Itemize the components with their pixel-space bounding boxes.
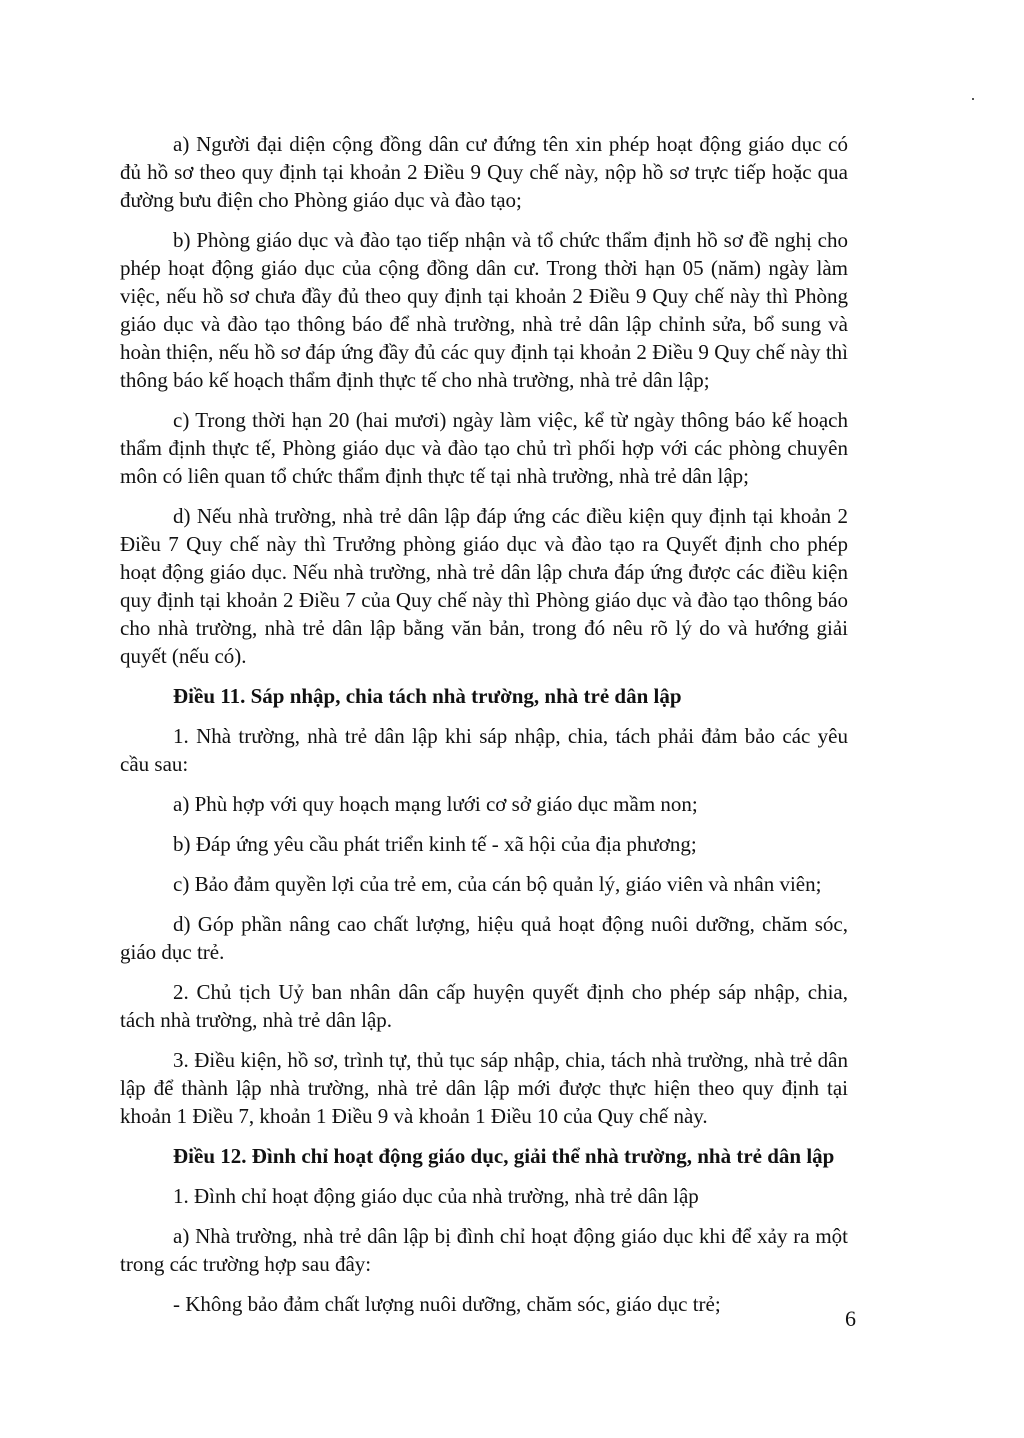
article-12-clause-1a: a) Nhà trường, nhà trẻ dân lập bị đình chỉ hoạt động giáo dục khi để xảy ra một trong các trường hợp sau đây: — [120, 1224, 848, 1276]
paragraph-b-review: b) Phòng giáo dục và đào tạo tiếp nhận và tổ chức thẩm định hồ sơ đề nghị cho phép hoạt động giáo dục của cộng đồng dân cư. Trong thời hạn 05 (năm) ngày làm việc, nếu hồ sơ chưa đầy đủ theo quy định tại khoản 2 Điều 9 Quy chế này thì Phòng giáo dục và đào tạo thông báo để nhà trường, nhà trẻ dân lập chỉnh sửa, bổ sung và hoàn thiện, nếu hồ sơ đáp ứng đầy đủ các quy định tại khoản 2 Điều 9 Quy chế này thì thông báo kế hoạch thẩm định thực tế cho nhà trường, nhà trẻ dân lập; — [120, 228, 848, 392]
article-11-heading: Điều 11. Sáp nhập, chia tách nhà trường, nhà trẻ dân lập — [173, 684, 682, 708]
article-11-clause-1a: a) Phù hợp với quy hoạch mạng lưới cơ sở giáo dục mầm non; — [173, 792, 698, 816]
article-11-clause-1c: c) Bảo đảm quyền lợi của trẻ em, của cán bộ quản lý, giáo viên và nhân viên; — [173, 872, 822, 896]
document-body — [120, 130, 848, 1330]
article-12-bullet-1: - Không bảo đảm chất lượng nuôi dưỡng, chăm sóc, giáo dục trẻ; — [173, 1292, 721, 1316]
article-11-clause-1b: b) Đáp ứng yêu cầu phát triển kinh tế - xã hội của địa phương; — [173, 832, 697, 856]
page-number: 6 — [845, 1306, 856, 1331]
article-11-clause-2: 2. Chủ tịch Uỷ ban nhân dân cấp huyện quyết định cho phép sáp nhập, chia, tách nhà trường, nhà trẻ dân lập. — [120, 980, 848, 1032]
article-12-clause-1: 1. Đình chỉ hoạt động giáo dục của nhà trường, nhà trẻ dân lập — [173, 1184, 699, 1208]
article-11-clause-1: 1. Nhà trường, nhà trẻ dân lập khi sáp nhập, chia, tách phải đảm bảo các yêu cầu sau: — [120, 724, 848, 776]
article-11-clause-3: 3. Điều kiện, hồ sơ, trình tự, thủ tục sáp nhập, chia, tách nhà trường, nhà trẻ dân lập để thành lập nhà trường, nhà trẻ dân lập mới được thực hiện theo quy định tại khoản 1 Điều 7, khoản 1 Điều 9 và khoản 1 Điều 10 của Quy chế này. — [120, 1048, 848, 1128]
paragraph-a-submit: a) Người đại diện cộng đồng dân cư đứng tên xin phép hoạt động giáo dục có đủ hồ sơ theo quy định tại khoản 2 Điều 9 Quy chế này, nộp hồ sơ trực tiếp hoặc qua đường bưu điện cho Phòng giáo dục và đào tạo; — [120, 132, 848, 212]
article-12-heading: Điều 12. Đình chỉ hoạt động giáo dục, giải thể nhà trường, nhà trẻ dân lập — [173, 1144, 835, 1168]
paragraph-d-decision: d) Nếu nhà trường, nhà trẻ dân lập đáp ứng các điều kiện quy định tại khoản 2 Điều 7 Quy chế này thì Trưởng phòng giáo dục và đào tạo ra Quyết định cho phép hoạt động giáo dục. Nếu nhà trường, nhà trẻ dân lập chưa đáp ứng được các điều kiện quy định tại khoản 2 Điều 7 của Quy chế này thì Phòng giáo dục và đào tạo thông báo cho nhà trường, nhà trẻ dân lập bằng văn bản, trong đó nêu rõ lý do và hướng giải quyết (nếu có). — [120, 504, 848, 668]
article-11-clause-1d: d) Góp phần nâng cao chất lượng, hiệu quả hoạt động nuôi dưỡng, chăm sóc, giáo dục trẻ. — [120, 912, 848, 964]
paragraph-c-inspection: c) Trong thời hạn 20 (hai mươi) ngày làm việc, kể từ ngày thông báo kế hoạch thẩm định thực tế, Phòng giáo dục và đào tạo chủ trì phối hợp với các phòng chuyên môn có liên quan tổ chức thẩm định thực tế tại nhà trường, nhà trẻ dân lập; — [120, 408, 848, 488]
scan-speck — [972, 98, 974, 100]
